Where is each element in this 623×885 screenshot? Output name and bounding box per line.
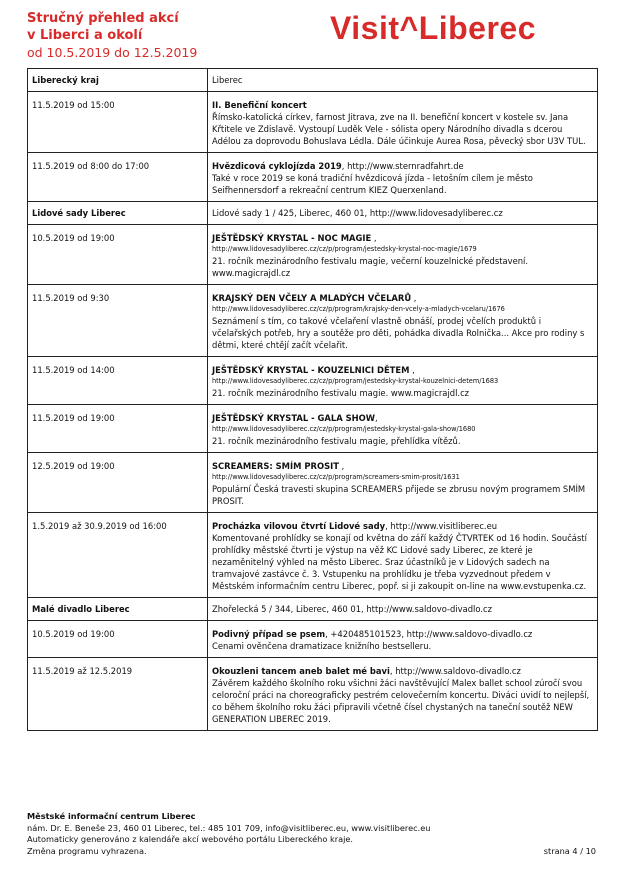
event-title[interactable]: Procházka vilovou čtvrtí Lidové sady (212, 521, 386, 531)
event-title-line (212, 160, 593, 172)
venue-address: Lidové sady 1 / 425, Liberec, 460 01, http://www.lidovesadyliberec.cz (212, 208, 503, 218)
region-name: Lidové sady Liberec (32, 208, 126, 218)
region-name: Malé divadlo Liberec (32, 604, 130, 614)
event-title[interactable]: JEŠTĚDSKÝ KRYSTAL - GALA SHOW (212, 413, 376, 423)
event-row (28, 405, 598, 453)
event-datetime: 11.5.2019 od 9:30 (32, 293, 110, 303)
event-title[interactable]: II. Benefiční koncert (212, 100, 307, 110)
event-title-suffix: , (409, 365, 415, 375)
event-date-cell (28, 285, 208, 357)
event-row (28, 621, 598, 658)
event-detail-cell (208, 453, 598, 513)
event-title[interactable]: JEŠTĚDSKÝ KRYSTAL - NOC MAGIE (212, 233, 372, 243)
event-detail-cell (208, 658, 598, 731)
event-description: Populární Česká travesti skupina SCREAMERS přijede se zbrusu novým programem SMÍM PROSIT. (212, 484, 586, 506)
event-description: 21. ročník mezinárodního festivalu magie. www.magicrajdl.cz (212, 388, 470, 398)
event-title-line (212, 665, 593, 677)
event-title-line (212, 232, 593, 244)
venue-row (28, 202, 598, 225)
event-row (28, 225, 598, 285)
event-title-suffix: , (375, 413, 378, 423)
events-table (27, 68, 598, 731)
event-title-line (212, 520, 593, 532)
event-description: 21. ročník mezinárodního festivalu magie, večerní kouzelnické představení. www.magicrajdl.cz (212, 256, 529, 278)
event-detail-cell (208, 153, 598, 202)
event-date-cell (28, 513, 208, 598)
event-datetime: 11.5.2019 od 15:00 (32, 100, 115, 110)
venue-row (28, 598, 598, 621)
event-date-cell (28, 357, 208, 405)
event-row (28, 285, 598, 357)
event-link[interactable]: http://www.lidovesadyliberec.cz/cz/p/program/jestedsky-krystal-gala-show/1680 (212, 425, 476, 433)
event-description: Závěrem každého školního roku všichni žáci navštěvující Malex ballet school zúročí svou celoroční práci na choreograficky pestrém celovečerním koncertu. Diváci uvidí to nejlepší, co během školního roku žáci připravili včetně čísel chystaných na taneční soutěž NEW GENERATION LIBEREC 2019. (212, 678, 590, 724)
header-title-line1: Stručný přehled akcí (27, 11, 179, 26)
event-link[interactable]: http://www.lidovesadyliberec.cz/cz/p/program/screamers-smim-prosit/1631 (212, 473, 460, 481)
footer-note-generated: Automaticky generováno z kalendáře akcí webového portálu Libereckého kraje. (27, 834, 354, 844)
region-cell (28, 69, 208, 92)
event-detail-cell (208, 92, 598, 153)
event-datetime: 11.5.2019 až 12.5.2019 (32, 666, 133, 676)
event-title-suffix: , http://www.sternradfahrt.de (341, 161, 464, 171)
document-header (27, 10, 327, 61)
event-description: Seznámení s tím, co takové včelaření vlastně obnáší, prodej včelích produktů i včelařských potřeb, hry a soutěže pro děti, pohádka divadla Rolnička... Akce pro rodiny s dětmi, které chtějí začít včelařit. (212, 316, 585, 350)
event-description: Cenami ověnčena dramatizace knižního bestselleru. (212, 641, 432, 651)
event-datetime: 11.5.2019 od 8:00 do 17:00 (32, 161, 150, 171)
event-title-suffix: , +420485101523, http://www.saldovo-divadlo.cz (325, 629, 533, 639)
event-title-suffix: , http://www.visitliberec.eu (385, 521, 498, 531)
event-row (28, 92, 598, 153)
footer-contact: nám. Dr. E. Beneše 23, 460 01 Liberec, tel.: 485 101 709, info@visitliberec.eu, www.visitliberec.eu (27, 822, 431, 833)
event-title-suffix: , http://www.saldovo-divadlo.cz (389, 666, 521, 676)
header-title-line2: v Liberci a okolí (27, 28, 143, 43)
event-datetime: 1.5.2019 až 30.9.2019 od 16:00 (32, 521, 167, 531)
event-detail-cell (208, 405, 598, 453)
event-row (28, 153, 598, 202)
event-title[interactable]: Okouzleni tancem aneb balet mé bavi (212, 666, 390, 676)
event-link[interactable]: http://www.lidovesadyliberec.cz/cz/p/program/jestedsky-krystal-noc-magie/1679 (212, 245, 477, 253)
event-detail-cell (208, 225, 598, 285)
event-title-line (212, 99, 593, 111)
page-number: strana 4 / 10 (543, 846, 596, 856)
event-date-cell (28, 225, 208, 285)
event-detail-cell (208, 357, 598, 405)
event-link[interactable]: http://www.lidovesadyliberec.cz/cz/p/program/jestedsky-krystal-kouzelnici-detem/1683 (212, 377, 499, 385)
event-description: Římsko-katolická církev, farnost Jitrava, zve na II. benefiční koncert v kostele sv. Jana Křtitele ve Zdislavě. Vystoupí Luděk Vele - sólista opery Národního divadla s dcerou Adélou za doprovodu Bohuslava Lédla. Dále účinkuje Aurea Rosa, pěvecký sbor U3V TUL. (212, 112, 586, 146)
venue-cell (208, 202, 598, 225)
event-date-cell (28, 92, 208, 153)
event-title[interactable]: Hvězdicová cyklojízda 2019 (212, 161, 342, 171)
visit-liberec-logo: Visit^Liberec (330, 10, 537, 46)
event-title-line (212, 412, 593, 424)
event-date-cell (28, 153, 208, 202)
event-title[interactable]: JEŠTĚDSKÝ KRYSTAL - KOUZELNICI DĚTEM (212, 365, 410, 375)
event-link[interactable]: http://www.lidovesadyliberec.cz/cz/p/program/krajsky-den-vcely-a-mladych-vcelaru/1676 (212, 305, 505, 313)
event-datetime: 12.5.2019 od 19:00 (32, 461, 115, 471)
event-title-suffix: , (338, 461, 345, 471)
event-description: 21. ročník mezinárodního festivalu magie, přehlídka vítězů. (212, 436, 461, 446)
event-date-cell (28, 658, 208, 731)
footer-org-name: Městské informační centrum Liberec (27, 811, 196, 821)
event-detail-cell (208, 513, 598, 598)
event-row (28, 453, 598, 513)
header-date-range: od 10.5.2019 do 12.5.2019 (27, 45, 198, 60)
venue-address: Liberec (212, 75, 243, 85)
event-datetime: 10.5.2019 od 19:00 (32, 629, 115, 639)
region-name: Liberecký kraj (32, 75, 99, 85)
event-title[interactable]: KRAJSKÝ DEN VČELY A MLADÝCH VČELARŮ (212, 293, 412, 303)
event-datetime: 10.5.2019 od 19:00 (32, 233, 115, 243)
event-date-cell (28, 405, 208, 453)
event-detail-cell (208, 285, 598, 357)
event-title-suffix: , (411, 293, 417, 303)
event-date-cell (28, 621, 208, 658)
event-title-line (212, 364, 593, 376)
venue-cell (208, 598, 598, 621)
event-datetime: 11.5.2019 od 14:00 (32, 365, 115, 375)
event-title[interactable]: SCREAMERS: SMÍM PROSIT (212, 461, 339, 471)
event-title-line (212, 628, 593, 640)
event-row (28, 513, 598, 598)
venue-cell (208, 69, 598, 92)
event-title-line (212, 292, 593, 304)
footer (27, 811, 547, 857)
venue-row (28, 69, 598, 92)
event-title-suffix: , (371, 233, 377, 243)
event-detail-cell (208, 621, 598, 658)
event-row (28, 658, 598, 731)
event-date-cell (28, 453, 208, 513)
region-cell (28, 598, 208, 621)
region-cell (28, 202, 208, 225)
venue-address: Zhořelecká 5 / 344, Liberec, 460 01, http://www.saldovo-divadlo.cz (212, 604, 493, 614)
event-title-line (212, 460, 593, 472)
event-datetime: 11.5.2019 od 19:00 (32, 413, 115, 423)
event-description: Také v roce 2019 se koná tradiční hvězdicová jízda - letošním cílem je město Seifhennersdorf a rekreační centrum KIEZ Querxenland. (212, 173, 533, 195)
event-description: Komentované prohlídky se konají od května do září každý ČTVRTEK od 16 hodin. Součástí prohlídky městské čtvrti je výstup na věž KC Lidové sady Liberec, ze které je nezaměnitelný výhled na město Liberec. Sraz účastníků je v Lidových sadech na tramvajové zastávce č. 3. Vstupenku na prohlídku je třeba vyzvednout předem v Městském informačním centru Liberec, popř. si ji zakoupit on-line na www.evstupenka.cz. (212, 533, 587, 591)
event-title[interactable]: Podivný případ se psem (212, 629, 326, 639)
footer-note-changes: Změna programu vyhrazena. (27, 845, 147, 856)
event-row (28, 357, 598, 405)
